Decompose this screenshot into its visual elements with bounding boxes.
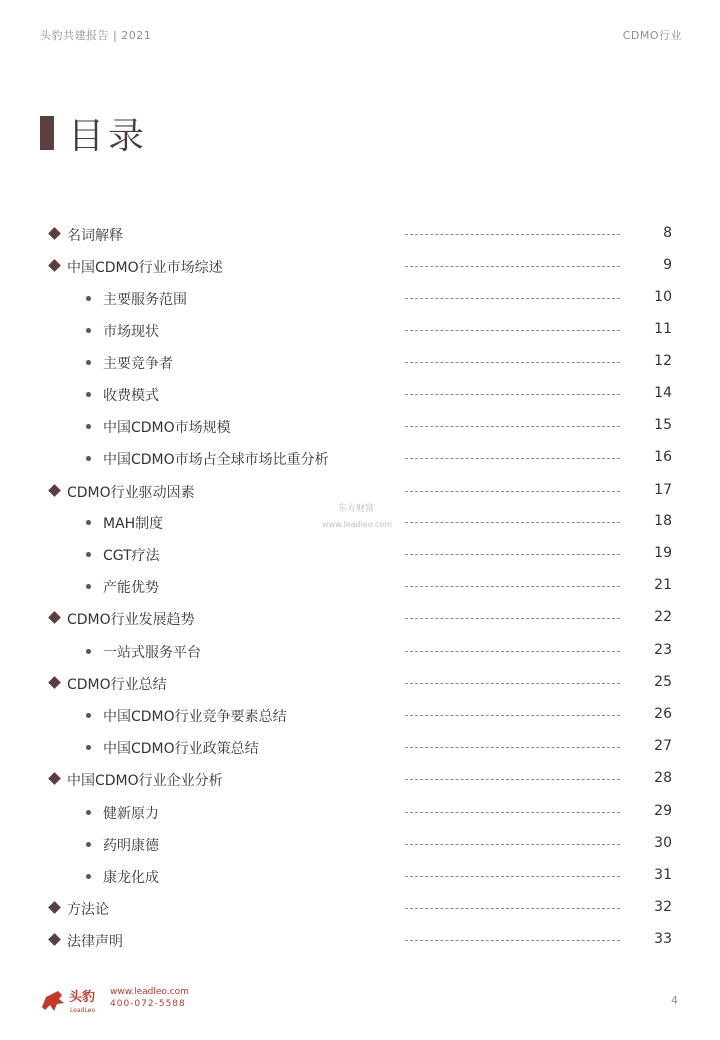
dotted-leader — [405, 330, 620, 331]
toc-entry[interactable] — [0, 283, 720, 315]
toc-entry-label: 药明康德 — [103, 838, 159, 854]
dotted-leader — [405, 876, 620, 877]
toc-entry-page: 22 — [654, 609, 672, 625]
dotted-leader — [405, 458, 620, 459]
toc-entry-page: 19 — [654, 545, 672, 561]
toc-entry-label: 名词解释 — [67, 228, 123, 244]
dotted-leader — [405, 715, 620, 716]
diamond-bullet-icon — [48, 484, 61, 497]
toc-entry-label: 健新原力 — [103, 806, 159, 822]
dotted-leader — [405, 683, 620, 684]
diamond-bullet-icon — [48, 772, 61, 785]
dot-bullet-icon — [86, 552, 91, 557]
dotted-leader — [405, 491, 620, 492]
toc-entry-page: 28 — [654, 770, 672, 786]
toc-entry-page: 33 — [654, 931, 672, 947]
leadleo-logo — [40, 985, 104, 1015]
toc-entry-page: 26 — [654, 706, 672, 722]
dotted-leader — [405, 362, 620, 363]
toc-entry-label: CDMO行业发展趋势 — [67, 612, 195, 628]
toc-entry[interactable] — [0, 539, 720, 571]
footer-page-number: 4 — [671, 994, 678, 1007]
toc-entry-label: MAH制度 — [103, 516, 164, 532]
dot-bullet-icon — [86, 360, 91, 365]
dot-bullet-icon — [86, 874, 91, 879]
toc-entry[interactable] — [0, 636, 720, 668]
toc-entry-label: 中国CDMO市场规模 — [103, 420, 231, 436]
diamond-bullet-icon — [48, 676, 61, 689]
dotted-leader — [405, 651, 620, 652]
toc-entry[interactable] — [0, 315, 720, 347]
toc-entry-page: 18 — [654, 513, 672, 529]
dotted-leader — [405, 234, 620, 235]
dotted-leader — [405, 908, 620, 909]
diamond-bullet-icon — [48, 611, 61, 624]
toc-entry-page: 21 — [654, 577, 672, 593]
diamond-bullet-icon — [48, 933, 61, 946]
footer-phone: 400-072-5588 — [110, 999, 186, 1009]
toc-entry-page: 31 — [654, 867, 672, 883]
logo-subtext: LeadLeo — [70, 1007, 96, 1014]
toc-entry-page: 11 — [654, 321, 672, 337]
dotted-leader — [405, 586, 620, 587]
dotted-leader — [405, 522, 620, 523]
dot-bullet-icon — [86, 584, 91, 589]
toc-entry[interactable] — [0, 925, 720, 957]
toc-entry-page: 16 — [654, 449, 672, 465]
dot-bullet-icon — [86, 392, 91, 397]
dotted-leader — [405, 844, 620, 845]
toc-entry[interactable] — [0, 251, 720, 283]
toc-entry-label: 康龙化成 — [103, 870, 159, 886]
dotted-leader — [405, 940, 620, 941]
toc-entry[interactable] — [0, 861, 720, 893]
toc-entry-label: CGT疗法 — [103, 548, 160, 564]
toc-entry-label: 中国CDMO行业政策总结 — [103, 741, 259, 757]
toc-entry[interactable] — [0, 700, 720, 732]
toc-entry[interactable] — [0, 571, 720, 603]
toc-entry-page: 17 — [654, 482, 672, 498]
dot-bullet-icon — [86, 810, 91, 815]
diamond-bullet-icon — [48, 227, 61, 240]
toc-entry[interactable] — [0, 347, 720, 379]
toc-entry-page: 14 — [654, 385, 672, 401]
toc-entry-label: 中国CDMO市场占全球市场比重分析 — [103, 452, 329, 468]
logo-text: 头豹 — [69, 990, 96, 1005]
toc-entry-page: 32 — [654, 899, 672, 915]
dot-bullet-icon — [86, 842, 91, 847]
dot-bullet-icon — [86, 456, 91, 461]
toc-entry[interactable] — [0, 797, 720, 829]
toc-entry-label: 市场现状 — [103, 324, 159, 340]
toc-entry[interactable] — [0, 732, 720, 764]
dotted-leader — [405, 618, 620, 619]
dot-bullet-icon — [86, 520, 91, 525]
toc-entry[interactable] — [0, 379, 720, 411]
toc-entry-label: 法律声明 — [67, 934, 123, 950]
toc-entry[interactable] — [0, 603, 720, 635]
toc-entry-label: 产能优势 — [103, 580, 159, 596]
toc-entry[interactable] — [0, 443, 720, 475]
toc-entry-label: 收费模式 — [103, 388, 159, 404]
toc-entry-label: CDMO行业驱动因素 — [67, 485, 195, 501]
dotted-leader — [405, 554, 620, 555]
toc-entry-page: 9 — [663, 257, 672, 273]
toc-entry-label: 中国CDMO行业竞争要素总结 — [103, 709, 287, 725]
toc-entry-page: 23 — [654, 642, 672, 658]
toc-entry[interactable] — [0, 668, 720, 700]
title-accent-bar — [40, 116, 54, 150]
dotted-leader — [405, 426, 620, 427]
diamond-bullet-icon — [48, 901, 61, 914]
toc-entry[interactable] — [0, 764, 720, 796]
page-title: 目录 — [68, 116, 149, 157]
toc-entry-page: 10 — [654, 289, 672, 305]
dot-bullet-icon — [86, 296, 91, 301]
dotted-leader — [405, 812, 620, 813]
footer-website[interactable]: www.leadleo.com — [110, 987, 189, 997]
toc-entry[interactable] — [0, 893, 720, 925]
toc-entry-page: 27 — [654, 738, 672, 754]
dotted-leader — [405, 779, 620, 780]
header-right: CDMO行业 — [622, 29, 682, 42]
dotted-leader — [405, 266, 620, 267]
leopard-icon — [42, 991, 64, 1011]
toc-entry-page: 12 — [654, 353, 672, 369]
dot-bullet-icon — [86, 713, 91, 718]
toc-entry[interactable] — [0, 219, 720, 251]
toc-entry-label: 主要服务范围 — [103, 292, 187, 308]
toc-entry-page: 30 — [654, 835, 672, 851]
watermark-url: www.leadleo.com — [322, 520, 393, 529]
dotted-leader — [405, 747, 620, 748]
toc-entry-label: CDMO行业总结 — [67, 677, 167, 693]
dot-bullet-icon — [86, 649, 91, 654]
diamond-bullet-icon — [48, 259, 61, 272]
toc-entry-page: 25 — [654, 674, 672, 690]
toc-entry-page: 29 — [654, 803, 672, 819]
toc-entry[interactable] — [0, 829, 720, 861]
toc-entry-label: 一站式服务平台 — [103, 645, 201, 661]
toc-entry-label: 主要竞争者 — [103, 356, 173, 372]
dotted-leader — [405, 298, 620, 299]
dotted-leader — [405, 394, 620, 395]
dot-bullet-icon — [86, 424, 91, 429]
watermark-text: 东方财富 — [338, 504, 375, 514]
toc-entry-page: 15 — [654, 417, 672, 433]
toc-entry-label: 中国CDMO行业市场综述 — [67, 260, 223, 276]
toc-entry[interactable] — [0, 411, 720, 443]
toc-entry-label: 方法论 — [67, 902, 109, 918]
dot-bullet-icon — [86, 328, 91, 333]
toc-entry-page: 8 — [663, 225, 672, 241]
toc-entry-label: 中国CDMO行业企业分析 — [67, 773, 223, 789]
dot-bullet-icon — [86, 745, 91, 750]
header-left: 头豹共建报告 | 2021 — [40, 29, 152, 42]
